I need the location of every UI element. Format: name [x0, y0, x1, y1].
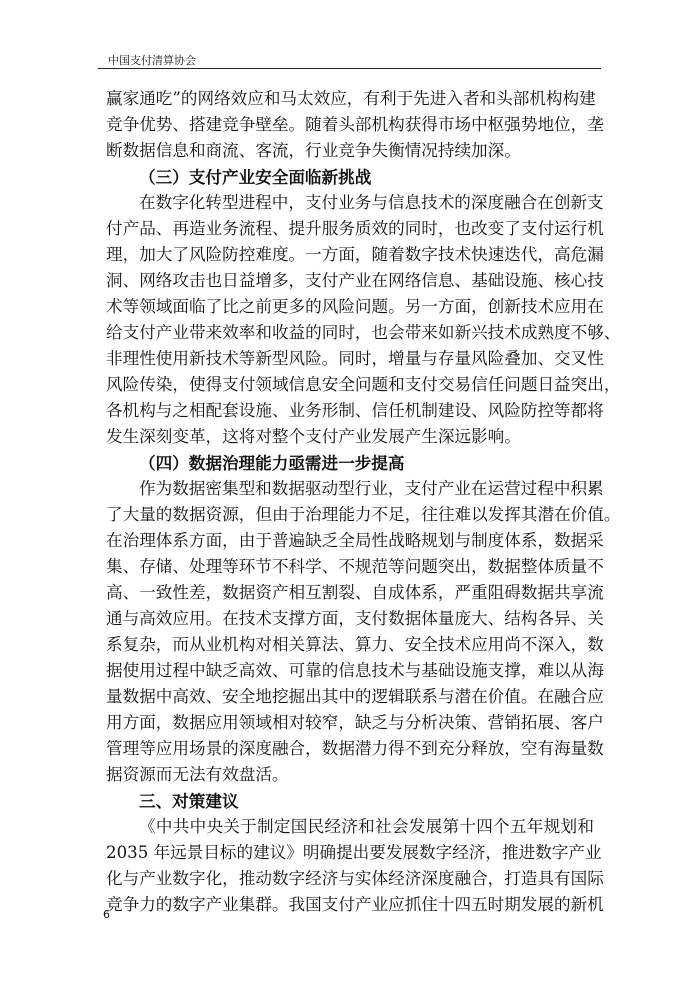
text-line: 非 理 性 使 用 新 技 术 等 新 型 风 险 。 同 时 ， 增 量 与 存 量 风 险 叠 加 、 交 叉 性 [106, 349, 604, 368]
text-line: 各 机 构 与 之 相 配 套 设 施 、 业 务 形 制 、 信 任 机 制 建 设 、 风 险 防 控 等 都 将 [106, 401, 604, 420]
document-body [106, 86, 621, 918]
text-line: 高 、 一 致 性 差 ， 数 据 资 产 相 互 割 裂 、 自 成 体 系 ， 严 重 阻 碍 数 据 共 享 流 [106, 583, 604, 602]
text-line: 竞 争 优 势 、 搭 建 竞 争 壁 垒 。 随 着 头 部 机 构 获 得 市 场 中 枢 强 势 地 位 ， 垄 [106, 115, 604, 134]
page-number: 6 [103, 908, 110, 921]
text-line: 集 、 存 储 、 处 理 等 环 节 不 科 学 、 不 规 范 等 问 题 突 出 ， 数 据 整 体 质 量 不 [106, 557, 604, 576]
text-line: 系 复 杂 ， 而 从 业 机 构 对 相 关 算 法 、 算 力 、 安 全 技 术 应 用 尚 不 深 入 ， 数 [106, 635, 604, 654]
text-line: 风 险 传 染 ， 使 得 支 付 领 域 信 息 安 全 问 题 和 支 付 交 易 信 任 问 题 日 益 突 出 ， [106, 375, 621, 394]
text-line: 给 支 付 产 业 带 来 效 率 和 收 益 的 同 时 ， 也 会 带 来 如 新 兴 技 术 成 熟 度 不 够 、 [106, 323, 621, 342]
text-line: 赢 家 通 吃 ” 的 网 络 效 应 和 马 太 效 应 ， 有 利 于 先 进 入 者 和 头 部 机 构 构 建 [106, 89, 596, 108]
text-line: 在 数 字 化 转 型 进 程 中 ， 支 付 业 务 与 信 息 技 术 的 深 度 融 合 在 创 新 支 [139, 193, 604, 212]
text-line: 化 与 产 业 数 字 化 ， 推 动 数 字 经 济 与 实 体 经 济 深 度 融 合 ， 打 造 具 有 国 际 [106, 869, 604, 888]
text-line: 2 0 3 5 年 远 景 目 标 的 建 议 》 明 确 提 出 要 发 展 数 字 经 济 ， 推 进 数 字 产 业 [106, 843, 602, 862]
text-line: 理 ， 加 大 了 风 险 防 控 难 度 。 一 方 面 ， 随 着 数 字 技 术 快 速 迭 代 ， 高 危 漏 [106, 245, 604, 264]
section-heading-4: （四）数据治理能力亟需进一步提高 [139, 453, 405, 473]
text-line: 竞 争 力 的 数 字 产 业 集 群 。 我 国 支 付 产 业 应 抓 住 十 四 五 时 期 发 展 的 新 机 [106, 895, 604, 914]
text-line: 《 中 共 中 央 关 于 制 定 国 民 经 济 和 社 会 发 展 第 十 四 个 五 年 规 划 和 [139, 817, 594, 836]
text-line: 通 与 高 效 应 用 。 在 技 术 支 撑 方 面 ， 支 付 数 据 体 量 庞 大 、 结 构 各 异 、 关 [106, 609, 604, 628]
text-line: 管 理 等 应 用 场 景 的 深 度 融 合 ， 数 据 潜 力 得 不 到 充 分 释 放 ， 空 有 海 量 数 [106, 739, 604, 758]
text-line: 据 使 用 过 程 中 缺 乏 高 效 、 可 靠 的 信 息 技 术 与 基 础 设 施 支 撑 ， 难 以 从 海 [106, 661, 604, 680]
text-line: 断数据信息和商流、客流，行业竞争失衡情况持续加深。 [106, 141, 521, 160]
text-line: 付 产 品 、 再 造 业 务 流 程 、 提 升 服 务 质 效 的 同 时 ， 也 改 变 了 支 付 运 行 机 [106, 219, 604, 238]
text-line: 用 方 面 ， 数 据 应 用 领 域 相 对 较 窄 ， 缺 乏 与 分 析 决 策 、 营 销 拓 展 、 客 户 [106, 713, 604, 732]
text-line: 据资源而无法有效盘活。 [106, 765, 289, 784]
text-line: 作 为 数 据 密 集 型 和 数 据 驱 动 型 行 业 ， 支 付 产 业 在 运 营 过 程 中 积 累 [139, 479, 604, 498]
text-line: 量 数 据 中 高 效 、 安 全 地 挖 掘 出 其 中 的 逻 辑 联 系 与 潜 在 价 值 。 在 融 合 应 [106, 687, 604, 706]
section-heading-3: （三）支付产业安全面临新挑战 [139, 167, 372, 187]
section-heading-countermeasures: 三、对策建议 [139, 791, 239, 811]
page-header [98, 44, 601, 69]
text-line: 术 等 领 域 面 临 了 比 之 前 更 多 的 风 险 问 题 。 另 一 方 面 ， 创 新 技 术 应 用 在 [106, 297, 604, 316]
text-line: 了 大 量 的 数 据 资 源 ， 但 由 于 治 理 能 力 不 足 ， 往 往 难 以 发 挥 其 潜 在 价 值 。 [106, 505, 621, 524]
text-line: 发生深刻变革，这将对整个支付产业发展产生深远影响。 [106, 427, 521, 446]
header-title: 中国支付清算协会 [108, 54, 196, 67]
text-line: 洞 、 网 络 攻 击 也 日 益 增 多 ， 支 付 产 业 在 网 络 信 息 、 基 础 设 施 、 核 心 技 [106, 271, 604, 290]
text-line: 在 治 理 体 系 方 面 ， 由 于 普 遍 缺 乏 全 局 性 战 略 规 划 与 制 度 体 系 ， 数 据 采 [106, 531, 604, 550]
